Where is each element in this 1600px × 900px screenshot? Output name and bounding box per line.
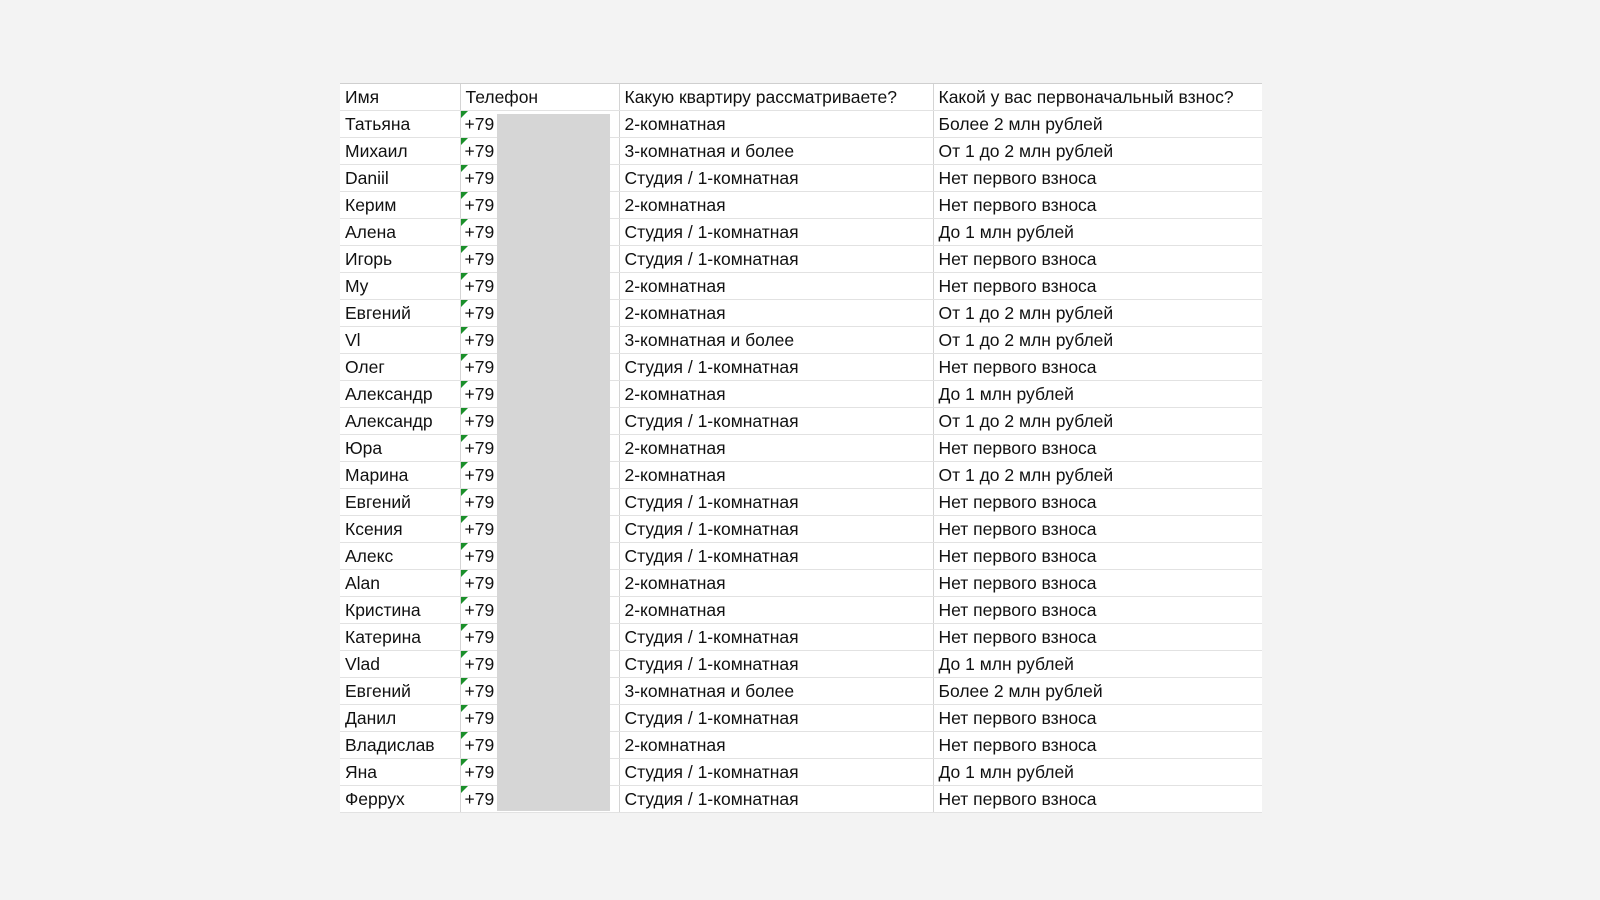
cell-phone-text: +79 <box>464 789 495 809</box>
cell-indicator-icon <box>461 219 468 226</box>
cell-phone-text: +79 <box>464 411 495 431</box>
cell-phone-text: +79 <box>464 114 495 134</box>
cell-name[interactable]: Марина <box>340 462 460 489</box>
header-flat[interactable]: Какую квартиру рассматриваете? <box>619 84 933 111</box>
cell-payment[interactable]: Нет первого взноса <box>933 705 1262 732</box>
cell-flat[interactable]: 2-комнатная <box>619 435 933 462</box>
cell-flat[interactable]: 2-комнатная <box>619 570 933 597</box>
cell-flat[interactable]: 3-комнатная и более <box>619 678 933 705</box>
cell-phone-text: +79 <box>464 627 495 647</box>
cell-flat[interactable]: Студия / 1-комнатная <box>619 246 933 273</box>
cell-name[interactable]: Vlad <box>340 651 460 678</box>
cell-phone-text: +79 <box>464 681 495 701</box>
table-row <box>340 597 1262 624</box>
cell-name[interactable]: Игорь <box>340 246 460 273</box>
leads-table <box>340 84 1262 813</box>
cell-flat[interactable]: 2-комнатная <box>619 300 933 327</box>
table-row <box>340 705 1262 732</box>
cell-phone-text: +79 <box>464 357 495 377</box>
cell-flat[interactable]: Студия / 1-комнатная <box>619 786 933 813</box>
cell-indicator-icon <box>461 381 468 388</box>
table-row <box>340 111 1262 138</box>
cell-name[interactable]: Татьяна <box>340 111 460 138</box>
cell-payment[interactable]: Более 2 млн рублей <box>933 111 1262 138</box>
header-name[interactable]: Имя <box>340 84 460 111</box>
cell-flat[interactable]: Студия / 1-комнатная <box>619 219 933 246</box>
table-row <box>340 435 1262 462</box>
cell-phone-text: +79 <box>464 735 495 755</box>
cell-payment[interactable]: До 1 млн рублей <box>933 219 1262 246</box>
cell-name[interactable]: Феррух <box>340 786 460 813</box>
cell-indicator-icon <box>461 570 468 577</box>
header-phone[interactable]: Телефон <box>460 84 619 111</box>
cell-name[interactable]: Евгений <box>340 300 460 327</box>
cell-name[interactable]: Олег <box>340 354 460 381</box>
cell-indicator-icon <box>461 678 468 685</box>
cell-phone-text: +79 <box>464 519 495 539</box>
cell-name[interactable]: Ксения <box>340 516 460 543</box>
cell-indicator-icon <box>461 786 468 793</box>
cell-payment[interactable]: От 1 до 2 млн рублей <box>933 300 1262 327</box>
cell-name[interactable]: Катерина <box>340 624 460 651</box>
cell-payment[interactable]: Нет первого взноса <box>933 732 1262 759</box>
cell-payment[interactable]: Нет первого взноса <box>933 543 1262 570</box>
cell-name[interactable]: Евгений <box>340 678 460 705</box>
cell-flat[interactable]: Студия / 1-комнатная <box>619 759 933 786</box>
cell-payment[interactable]: От 1 до 2 млн рублей <box>933 138 1262 165</box>
table-body <box>340 111 1262 813</box>
phone-redaction-block <box>497 114 610 811</box>
cell-phone-text: +79 <box>464 330 495 350</box>
cell-indicator-icon <box>461 435 468 442</box>
cell-payment[interactable]: Нет первого взноса <box>933 435 1262 462</box>
cell-indicator-icon <box>461 732 468 739</box>
cell-name[interactable]: Евгений <box>340 489 460 516</box>
cell-indicator-icon <box>461 597 468 604</box>
cell-flat[interactable]: Студия / 1-комнатная <box>619 408 933 435</box>
cell-payment[interactable]: Нет первого взноса <box>933 246 1262 273</box>
cell-flat[interactable]: Студия / 1-комнатная <box>619 354 933 381</box>
cell-payment[interactable]: От 1 до 2 млн рублей <box>933 327 1262 354</box>
cell-flat[interactable]: Студия / 1-комнатная <box>619 705 933 732</box>
cell-indicator-icon <box>461 543 468 550</box>
cell-phone-text: +79 <box>464 762 495 782</box>
cell-name[interactable]: Daniil <box>340 165 460 192</box>
cell-flat[interactable]: 2-комнатная <box>619 462 933 489</box>
cell-flat[interactable]: 3-комнатная и более <box>619 138 933 165</box>
cell-indicator-icon <box>461 759 468 766</box>
cell-name[interactable]: Яна <box>340 759 460 786</box>
cell-phone-text: +79 <box>464 492 495 512</box>
header-row <box>340 84 1262 111</box>
cell-payment[interactable]: Более 2 млн рублей <box>933 678 1262 705</box>
cell-payment[interactable]: Нет первого взноса <box>933 192 1262 219</box>
cell-name[interactable]: Владислав <box>340 732 460 759</box>
cell-phone-text: +79 <box>464 195 495 215</box>
cell-flat[interactable]: Студия / 1-комнатная <box>619 165 933 192</box>
cell-indicator-icon <box>461 354 468 361</box>
cell-name[interactable]: Александр <box>340 381 460 408</box>
cell-phone-text: +79 <box>464 654 495 674</box>
cell-name[interactable]: Алекс <box>340 543 460 570</box>
cell-flat[interactable]: 2-комнатная <box>619 597 933 624</box>
table-row <box>340 543 1262 570</box>
table-row <box>340 651 1262 678</box>
cell-phone-text: +79 <box>464 276 495 296</box>
cell-payment[interactable]: От 1 до 2 млн рублей <box>933 408 1262 435</box>
cell-phone-text: +79 <box>464 600 495 620</box>
cell-flat[interactable]: 2-комнатная <box>619 111 933 138</box>
cell-flat[interactable]: 2-комнатная <box>619 381 933 408</box>
cell-flat[interactable]: Студия / 1-комнатная <box>619 651 933 678</box>
cell-phone-text: +79 <box>464 546 495 566</box>
table-row <box>340 381 1262 408</box>
cell-indicator-icon <box>461 138 468 145</box>
cell-name[interactable]: Алена <box>340 219 460 246</box>
table-row <box>340 759 1262 786</box>
table-row <box>340 462 1262 489</box>
cell-payment[interactable]: Нет первого взноса <box>933 570 1262 597</box>
table-row <box>340 678 1262 705</box>
table-row <box>340 408 1262 435</box>
cell-phone-text: +79 <box>464 168 495 188</box>
cell-flat[interactable]: Студия / 1-комнатная <box>619 543 933 570</box>
table-row <box>340 165 1262 192</box>
cell-phone-text: +79 <box>464 465 495 485</box>
table-row <box>340 219 1262 246</box>
cell-payment[interactable]: Нет первого взноса <box>933 597 1262 624</box>
cell-payment[interactable]: Нет первого взноса <box>933 786 1262 813</box>
table-row <box>340 786 1262 813</box>
cell-name[interactable]: Данил <box>340 705 460 732</box>
cell-flat[interactable]: Студия / 1-комнатная <box>619 516 933 543</box>
cell-indicator-icon <box>461 516 468 523</box>
cell-indicator-icon <box>461 705 468 712</box>
cell-flat[interactable]: 2-комнатная <box>619 732 933 759</box>
table-row <box>340 354 1262 381</box>
cell-flat[interactable]: Студия / 1-комнатная <box>619 489 933 516</box>
cell-payment[interactable]: Нет первого взноса <box>933 516 1262 543</box>
cell-indicator-icon <box>461 408 468 415</box>
cell-indicator-icon <box>461 651 468 658</box>
table-row <box>340 570 1262 597</box>
cell-indicator-icon <box>461 300 468 307</box>
cell-phone-text: +79 <box>464 708 495 728</box>
cell-name[interactable]: Vl <box>340 327 460 354</box>
cell-indicator-icon <box>461 327 468 334</box>
cell-phone-text: +79 <box>464 222 495 242</box>
cell-name[interactable]: Юра <box>340 435 460 462</box>
cell-name[interactable]: Михаил <box>340 138 460 165</box>
cell-phone-text: +79 <box>464 573 495 593</box>
cell-name[interactable]: My <box>340 273 460 300</box>
cell-name[interactable]: Александр <box>340 408 460 435</box>
table-row <box>340 273 1262 300</box>
table-row <box>340 516 1262 543</box>
cell-payment[interactable]: Нет первого взноса <box>933 489 1262 516</box>
cell-indicator-icon <box>461 165 468 172</box>
cell-payment[interactable]: До 1 млн рублей <box>933 759 1262 786</box>
cell-payment[interactable]: Нет первого взноса <box>933 624 1262 651</box>
cell-payment[interactable]: От 1 до 2 млн рублей <box>933 462 1262 489</box>
cell-name[interactable]: Кристина <box>340 597 460 624</box>
cell-phone-text: +79 <box>464 303 495 323</box>
cell-payment[interactable]: Нет первого взноса <box>933 165 1262 192</box>
cell-name[interactable]: Керим <box>340 192 460 219</box>
cell-indicator-icon <box>461 192 468 199</box>
cell-flat[interactable]: 3-комнатная и более <box>619 327 933 354</box>
cell-payment[interactable]: Нет первого взноса <box>933 354 1262 381</box>
table-row <box>340 732 1262 759</box>
cell-indicator-icon <box>461 462 468 469</box>
cell-flat[interactable]: Студия / 1-комнатная <box>619 624 933 651</box>
cell-payment[interactable]: До 1 млн рублей <box>933 381 1262 408</box>
table-row <box>340 138 1262 165</box>
cell-phone-text: +79 <box>464 249 495 269</box>
table-row <box>340 192 1262 219</box>
table-row <box>340 246 1262 273</box>
cell-indicator-icon <box>461 246 468 253</box>
spreadsheet <box>340 83 1262 813</box>
cell-payment[interactable]: Нет первого взноса <box>933 273 1262 300</box>
cell-name[interactable]: Alan <box>340 570 460 597</box>
cell-phone-text: +79 <box>464 438 495 458</box>
cell-flat[interactable]: 2-комнатная <box>619 192 933 219</box>
cell-indicator-icon <box>461 273 468 280</box>
cell-indicator-icon <box>461 624 468 631</box>
cell-phone-text: +79 <box>464 384 495 404</box>
table-row <box>340 300 1262 327</box>
table-row <box>340 327 1262 354</box>
cell-payment[interactable]: До 1 млн рублей <box>933 651 1262 678</box>
cell-phone-text: +79 <box>464 141 495 161</box>
table-row <box>340 489 1262 516</box>
cell-indicator-icon <box>461 489 468 496</box>
cell-indicator-icon <box>461 111 468 118</box>
table-row <box>340 624 1262 651</box>
cell-flat[interactable]: 2-комнатная <box>619 273 933 300</box>
header-payment[interactable]: Какой у вас первоначальный взнос? <box>933 84 1262 111</box>
